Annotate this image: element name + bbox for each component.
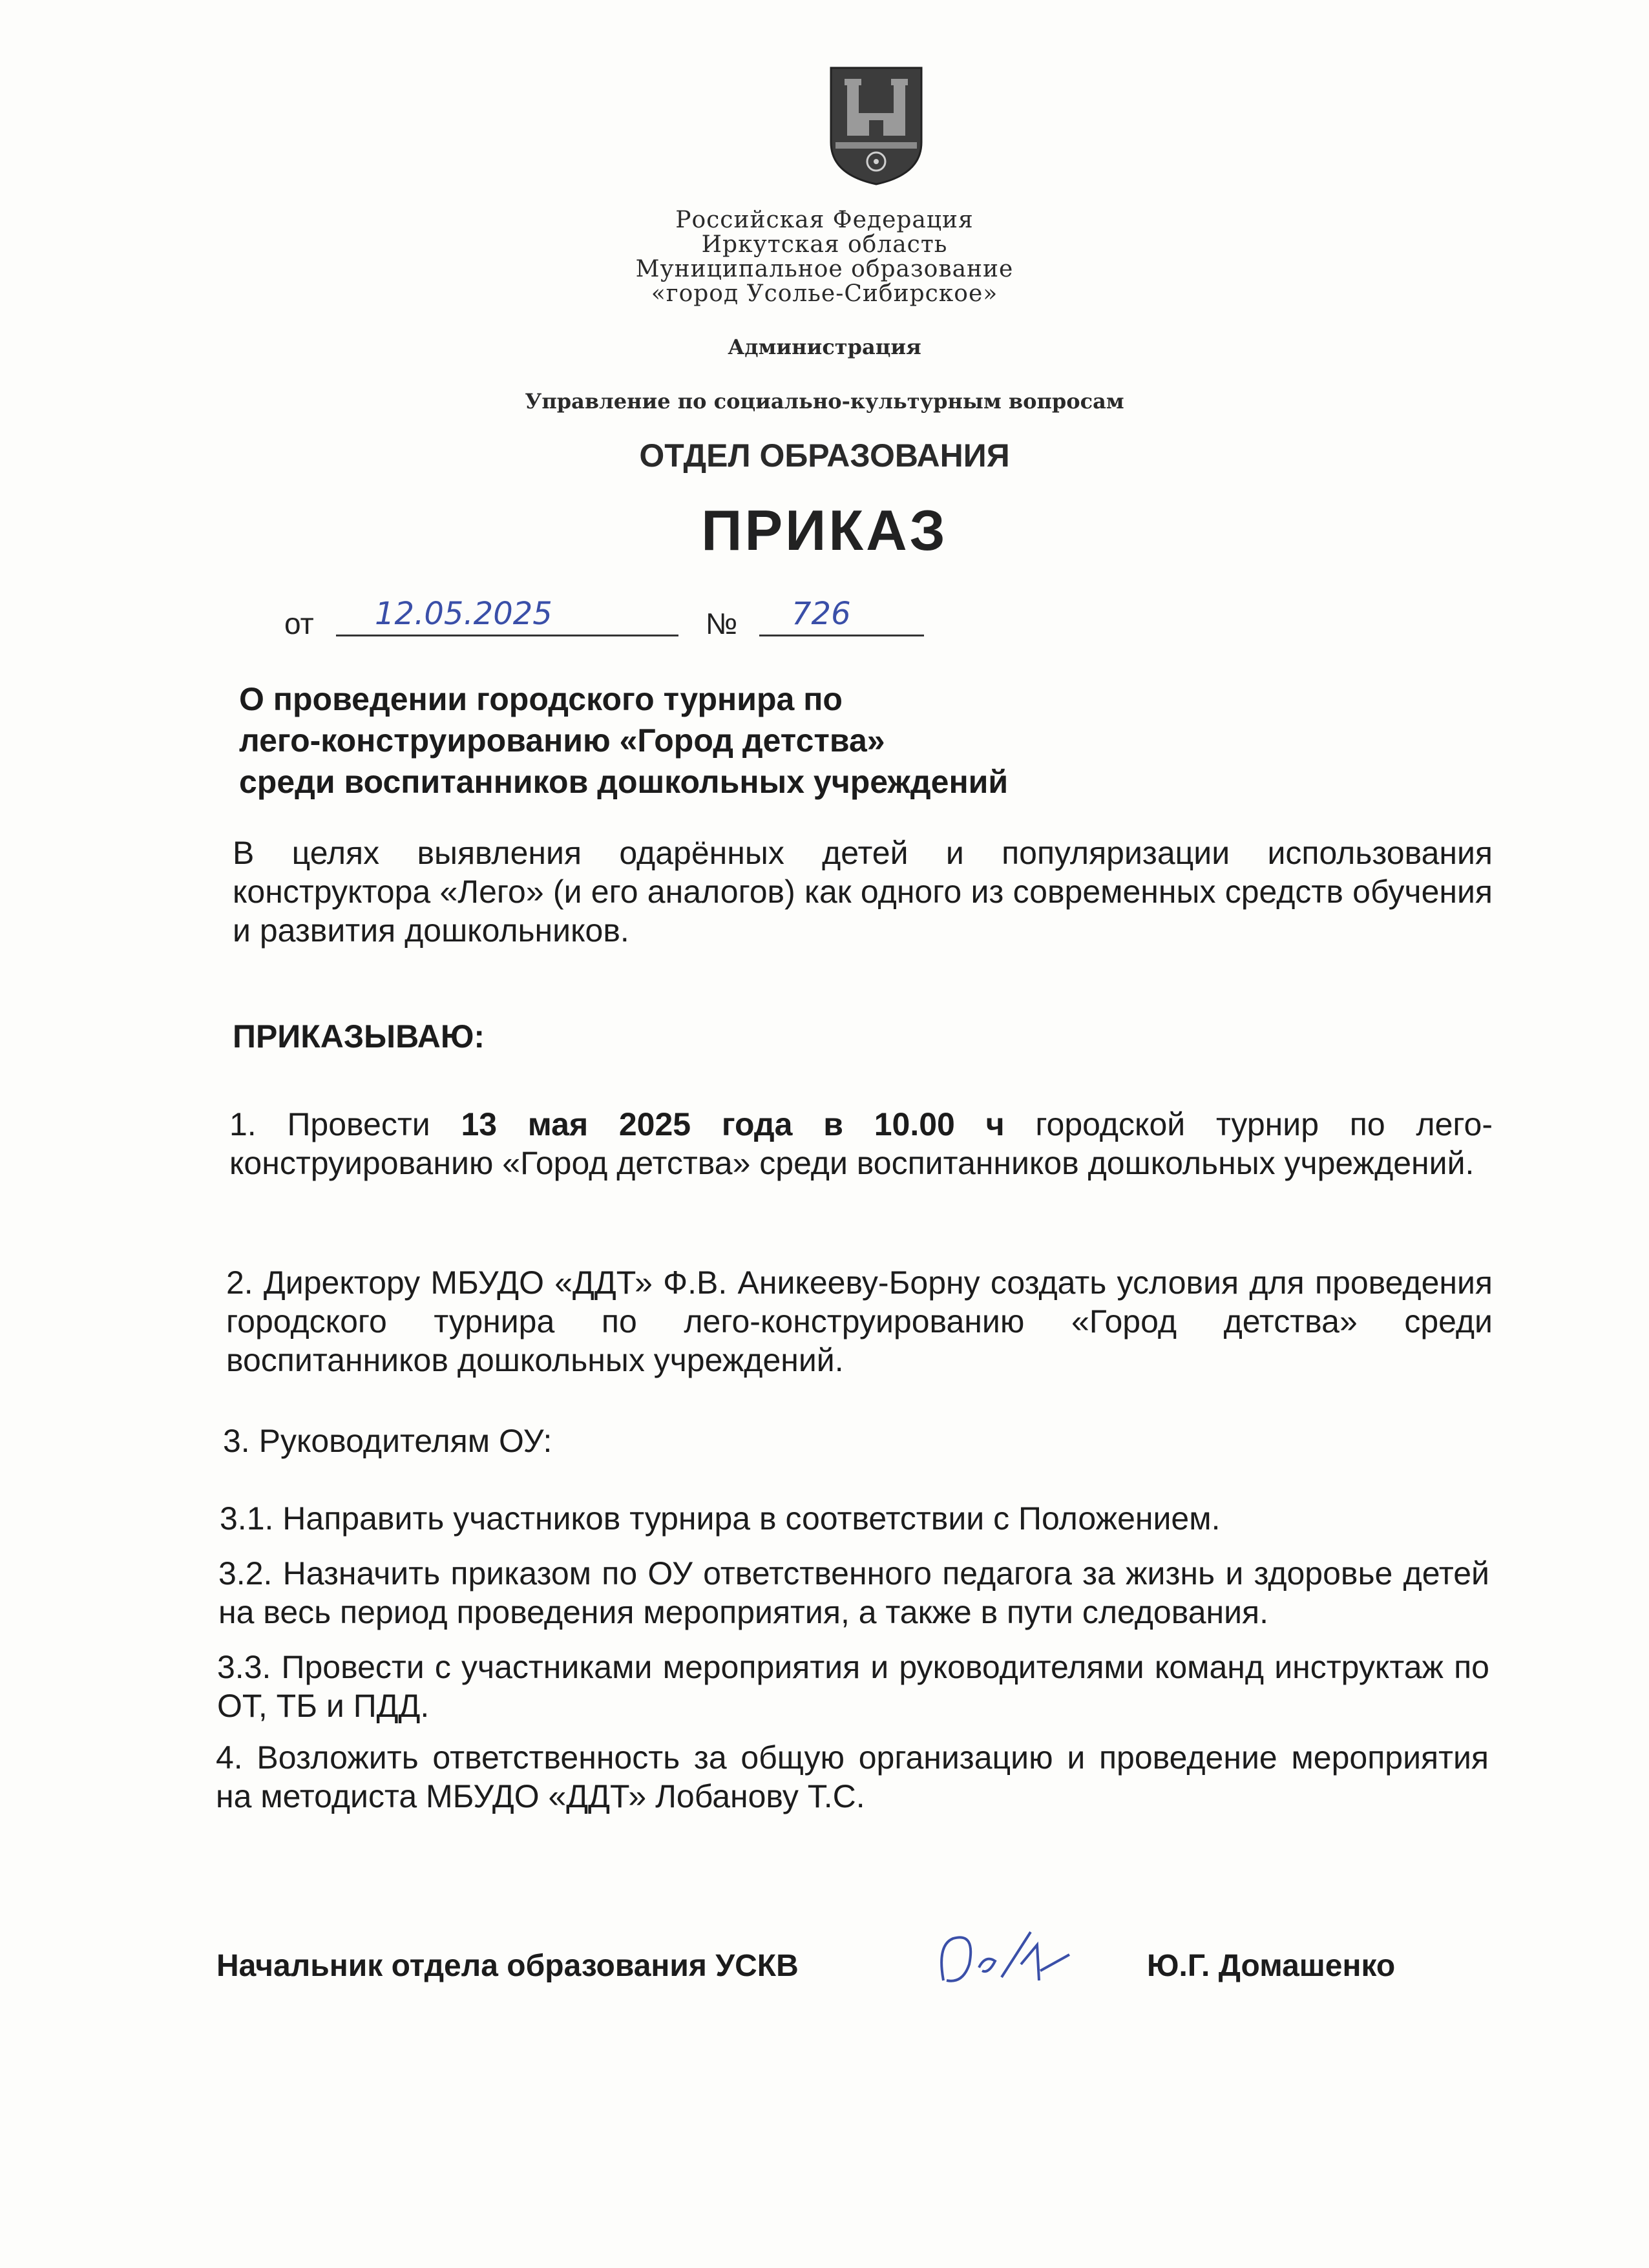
handwritten-signature <box>924 1919 1086 2003</box>
item-2: 2. Директору МБУДО «ДДТ» Ф.В. Аникееву-Борну создать условия для проведения городского турнира по лего-конструированию «Город детства» среди воспитанников дошкольных учреждений. <box>226 1265 1493 1378</box>
signature-name: Ю.Г. Домашенко <box>1147 1949 1396 1983</box>
header-directorate: Управление по социально-культурным вопросам <box>525 389 1124 414</box>
header-administration: Администрация <box>728 335 921 359</box>
header-region: Иркутская область <box>701 231 948 258</box>
order-title <box>239 678 1467 803</box>
item-1 <box>229 1105 1493 1182</box>
signature-position: Начальник отдела образования УСКВ <box>216 1949 799 1983</box>
date-field <box>336 596 678 636</box>
coat-of-arms-icon <box>828 65 925 187</box>
header-city: «город Усолье-Сибирское» <box>651 280 998 307</box>
document-type: ПРИКАЗ <box>701 498 948 562</box>
department-title: ОТДЕЛ ОБРАЗОВАНИЯ <box>639 437 1010 474</box>
order-title-line: О проведении городского турнира по <box>239 681 843 717</box>
item-3-1: 3.1. Направить участников турнира в соответствии с Положением. <box>220 1500 1221 1537</box>
date-value: 12.05.2025 <box>375 596 552 632</box>
order-title-line: среди воспитанников дошкольных учреждений <box>239 764 1009 800</box>
item-3-2: 3.2. Назначить приказом по ОУ ответственного педагога за жизнь и здоровье детей на весь период проведения мероприятия, а также в пути следования. <box>218 1555 1489 1630</box>
header-country: Российская Федерация <box>675 207 974 233</box>
item-1-number: 1. <box>229 1106 257 1142</box>
item-1-text-before: Провести <box>287 1106 430 1142</box>
header-municipality: Муниципальное образование <box>635 256 1014 282</box>
directive-heading: ПРИКАЗЫВАЮ: <box>233 1018 485 1055</box>
item-1-date: 13 мая 2025 года в 10.00 ч <box>461 1106 1005 1142</box>
number-label: № <box>706 607 738 640</box>
order-title-line: лего-конструированию «Город детства» <box>239 722 885 759</box>
intro-paragraph: В целях выявления одарённых детей и популяризации использования конструктора «Лего» (и его аналогов) как одного из современных средств обучения и развития дошкольников. <box>233 835 1493 949</box>
item-4: 4. Возложить ответственность за общую организацию и проведение мероприятия на методиста МБУДО «ДДТ» Лобанову Т.С. <box>216 1739 1489 1814</box>
date-label: от <box>284 607 314 640</box>
item-3: 3. Руководителям ОУ: <box>223 1423 552 1459</box>
number-field <box>759 596 924 636</box>
item-3-3: 3.3. Провести с участниками мероприятия и руководителями команд инструктаж по ОТ, ТБ и ПДД. <box>217 1649 1489 1724</box>
number-value: 726 <box>792 596 851 632</box>
item-1-text-after: городской турнир по лего-конструированию «Город детства» среди воспитанников дошкольных учреждений. <box>229 1106 1493 1181</box>
